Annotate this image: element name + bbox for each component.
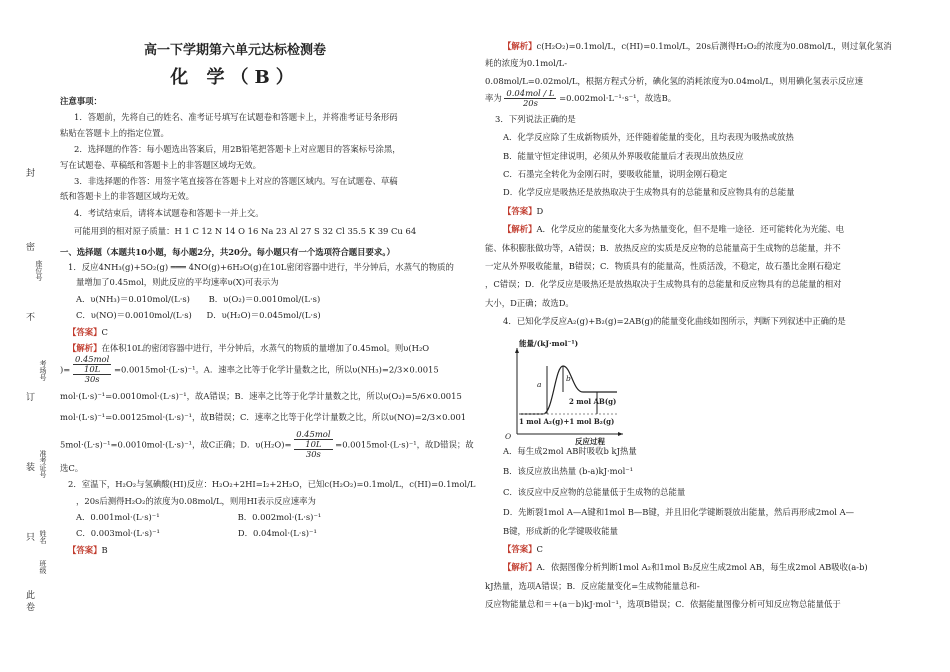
q1-exp-4: mol·(L·s)⁻¹=0.00125mol·(L·s)⁻¹，故B错误；C．速率之比等于化学计量数之比，所以υ(NO)= bbox=[60, 411, 422, 422]
q4-option-a: A．每生成2mol AB时吸收b kJ热量 bbox=[503, 446, 637, 456]
seal-char: 封 bbox=[26, 169, 36, 179]
answer-label: 【答案】 bbox=[68, 544, 102, 555]
frac-den: 20s bbox=[522, 98, 538, 109]
q1-option-b: B．υ(O₂)＝0.0010mol/(L·s) bbox=[208, 293, 321, 304]
q1-answer: C bbox=[101, 326, 108, 337]
explanation-label: 【解析】 bbox=[503, 41, 537, 51]
frac-num: 0.45mol bbox=[296, 429, 331, 440]
notice-3b: 纸和答题卡上的非答题区域均无效。 bbox=[60, 191, 194, 202]
q1-options-cd bbox=[60, 311, 470, 319]
chart-label-b: b bbox=[566, 374, 571, 383]
section-heading: 一、选择题（本题共10小题，每小题2分，共20分。每小题只有一个选项符合题目要求。） bbox=[60, 246, 395, 257]
answer-label: 【答案】 bbox=[503, 205, 537, 216]
answer-label: 【答案】 bbox=[68, 326, 102, 337]
explanation-label: 【解析】 bbox=[503, 224, 537, 235]
q4-answer: C bbox=[536, 544, 543, 555]
right-column bbox=[485, 42, 925, 326]
q3-exp-a: A．化学反应的能量变化大多为热量变化，但不是唯一途径．还可能转化为光能、电 bbox=[536, 224, 845, 235]
q2-exp-c: 0.08mol/L=0.02mol/L，根据方程式分析，碘化氢的消耗浓度为0.04mol/L，则用碘化氢表示反应速 bbox=[485, 75, 863, 86]
notice-3: 3．非选择题的作答：用签字笔直接答在答题卡上对应的答题区域内。写在试题卷、草稿 bbox=[74, 176, 398, 187]
seal-char: 此 bbox=[26, 591, 36, 601]
question-1-b: 量增加了0.45mol，则此反应的平均速率υ(X)可表示为 bbox=[76, 277, 279, 288]
q3-option-c: C．石墨完全转化为金刚石时，要吸收能量，说明金刚石稳定 bbox=[503, 168, 728, 179]
q2-option-c: C．0.003mol·(L·s)⁻¹ bbox=[76, 528, 160, 539]
q3-exp-e: 大小，D正确；故选D。 bbox=[485, 297, 574, 308]
frac-num: 0.04mol / L bbox=[506, 88, 555, 99]
q1-exp-2b: =0.0015mol·(L·s)⁻¹。A．速率之比等于化学计量数之比，所以υ(NH₃)= bbox=[113, 363, 389, 374]
frac-den: 30s bbox=[305, 449, 321, 460]
fraction bbox=[504, 89, 556, 108]
q4-option-c: C．该反应中反应物的总能量低于生成物的总能量 bbox=[503, 486, 686, 497]
chart-label-a: a bbox=[537, 380, 542, 389]
q3-option-b: B．能量守恒定律说明，必须从外界吸收能量后才表现出放热反应 bbox=[503, 150, 744, 161]
question-2-b: ，20s后测得H₂O₂的浓度为0.08mol/L，则用HI表示反应速率为 bbox=[76, 495, 316, 506]
seal-char: 只 bbox=[26, 533, 36, 543]
q2-option-b: B．0.002mol·(L·s)⁻¹ bbox=[237, 511, 322, 522]
q2-exp-b: 耗的浓度为0.1mol/L- bbox=[485, 58, 568, 69]
exam-subtitle: 化 学（B） bbox=[170, 67, 300, 88]
class-label: 班级 bbox=[39, 560, 47, 574]
fraction bbox=[294, 430, 332, 460]
fraction bbox=[73, 355, 111, 385]
q3-exp-c: 一定从外界吸收能量，B错误；C．物质具有的能量高，性质活泼，不稳定，故石墨比金刚石稳定 bbox=[485, 260, 841, 271]
left-column bbox=[60, 96, 476, 555]
q2-exp-a: c(H₂O₂)=0.1mol/L，c(HI)=0.1mol/L，20s后测得H₂O₂的浓度为0.08mol/L，则过氧化氢消 bbox=[536, 41, 892, 51]
seal-char: 密 bbox=[26, 243, 36, 253]
q4-option-d2: B键，形成新的化学键吸收能量 bbox=[503, 525, 619, 536]
q1-option-a: A．υ(NH₃)＝0.010mol/(L·s) bbox=[76, 293, 190, 304]
notice-title: 注意事项： bbox=[60, 96, 102, 106]
question-1: 1．反应4NH₃(g)+5O₂(g) ═══ 4NO(g)+6H₂O(g)在10L密闭容器中进行，半分钟后，水蒸气的物质的 bbox=[68, 262, 454, 273]
q1-exp-3: mol·(L·s)⁻¹=0.0010mol·(L·s)⁻¹，故A错误；B．速率之比等于化学计量数之比，所以υ(O₂)= bbox=[60, 391, 412, 402]
chart-level-high: 2 mol AB(g) bbox=[569, 397, 617, 406]
q1-exp-3b: ×0.0015 bbox=[425, 391, 462, 402]
q3-option-a: A．化学反应除了生成新物质外，还伴随着能量的变化，且均表现为吸热或放热 bbox=[503, 132, 794, 143]
q1-exp-6: 选C。 bbox=[60, 462, 84, 473]
q4-exp-c: 反应物能量总和＝+(a－b)kJ·mol⁻¹，选项B错误；C．依据能量图像分析可知反应物总能量低于 bbox=[485, 599, 841, 610]
q4-option-d: D．先断裂1mol A—A键和1mol B—B键，并且旧化学键断裂放出能量，然后再形成2mol A— bbox=[503, 507, 854, 518]
seal-char: 卷 bbox=[26, 603, 36, 613]
question-4: 4．已知化学反应A₂(g)+B₂(g)=2AB(g)的能量变化曲线如图所示，判断下列叙述中正确的是 bbox=[503, 316, 846, 327]
q3-answer: D bbox=[536, 205, 544, 216]
name-label: 姓名 bbox=[39, 530, 47, 544]
answer-label: 【答案】 bbox=[503, 544, 537, 555]
q3-exp-d: ，C错误；D．化学反应是吸热还是放热取决于生成物具有的总能量和反应物具有的总能量的相对 bbox=[485, 279, 842, 290]
energy-diagram bbox=[505, 339, 625, 446]
fraction-inline: 5/6 bbox=[411, 391, 426, 402]
q1-option-c: C．υ(NO)＝0.0010mol/(L·s) bbox=[76, 310, 192, 321]
chart-y-label: 能量/(kJ·mol⁻¹) bbox=[519, 339, 579, 348]
q4-option-b: B．该反应放出热量 (b-a)kJ·mol⁻¹ bbox=[503, 466, 634, 477]
notice-2b: 写在试题卷、草稿纸和答题卡上的非答题区域均无效。 bbox=[60, 159, 261, 170]
q1-options-ab bbox=[60, 295, 470, 303]
atomic-masses: 可能用到的相对原子质量：H 1 C 12 N 14 O 16 Na 23 Al 27 S 32 Cl 35.5 K 39 Cu 64 bbox=[74, 226, 417, 237]
admission-number-label: 准考证号 bbox=[39, 450, 47, 478]
q2-exp-d2: =0.002mol·L⁻¹·s⁻¹，故选B。 bbox=[559, 93, 677, 104]
q1-exp-5: 5mol·(L·s)⁻¹=0.0010mol·(L·s)⁻¹，故C正确；D．υ(H₂O)= bbox=[60, 439, 292, 450]
chart-x-label: 反应过程 bbox=[575, 437, 605, 446]
q2-option-a: A．0.001mol·(L·s)⁻¹ bbox=[76, 511, 160, 522]
right-column-lower bbox=[485, 447, 925, 609]
notice-4: 4．考试结束后，请将本试题卷和答题卡一并上交。 bbox=[74, 207, 264, 218]
q1-exp-2c: ×0.0015 bbox=[402, 363, 439, 374]
explanation-label: 【解析】 bbox=[68, 343, 102, 354]
notice-2: 2．选择题的作答：每小题选出答案后，用2B铅笔把答题卡上对应题目的答案标号涂黑， bbox=[74, 144, 401, 155]
chart-level-low: 1 mol A₂(g)+1 mol B₂(g) bbox=[519, 417, 615, 426]
exam-room-label: 考场号 bbox=[39, 360, 47, 381]
q2-option-d: D．0.04mol·(L·s)⁻¹ bbox=[237, 528, 317, 539]
frac-mid: 10L bbox=[73, 365, 111, 375]
fraction-inline: 2/3 bbox=[388, 363, 403, 374]
q2-exp-d1: 率为 bbox=[485, 93, 502, 104]
frac-den: 30s bbox=[84, 373, 100, 384]
exam-title: 高一下学期第六单元达标检测卷 bbox=[143, 43, 326, 58]
q4-exp-a: A．依据图像分析判断1mol A₂和1mol B₂反应生成2mol AB，每生成2mol AB吸收(a-b) bbox=[536, 562, 868, 573]
x-axis-arrow bbox=[618, 432, 623, 436]
chart-origin: O bbox=[505, 432, 512, 441]
q1-exp-4b: ×0.001 bbox=[435, 411, 467, 422]
q4-exp-b: kJ热量，选项A错误；B．反应能量变化=生成物能量总和- bbox=[485, 580, 700, 591]
q1-option-d: D．υ(H₂O)＝0.045mol/(L·s) bbox=[206, 310, 321, 321]
energy-diagram-svg bbox=[505, 344, 625, 444]
seal-char: 订 bbox=[26, 393, 36, 403]
q1-exp-1: 在体积10L的密闭容器中进行，半分钟后，水蒸气的物质的量增加了0.45mol。则υ(H₂O bbox=[101, 343, 430, 354]
notice-1: 1．答题前，先将自己的姓名、准考证号填写在试题卷和答题卡上，并将准考证号条形码 bbox=[74, 112, 398, 123]
seat-number-label: 座位号 bbox=[35, 260, 43, 281]
fraction-inline: 2/3 bbox=[421, 411, 436, 422]
q3-option-d: D．化学反应是吸热还是放热取决于生成物具有的总能量和反应物具有的总能量 bbox=[503, 187, 795, 198]
q3-exp-b: 能、体积膨胀做功等，A错误；B．放热反应的实质是反应物的总能量高于生成物的总能量，并不 bbox=[485, 242, 841, 253]
q1-exp-2a: )= bbox=[60, 363, 71, 374]
question-2: 2．室温下，H₂O₂与氢碘酸(HI)反应：H₂O₂+2HI=I₂+2H₂O，已知c(H₂O₂)=0.1mol/L，c(HI)=0.1mol/L bbox=[68, 479, 476, 490]
q2-answer: B bbox=[101, 544, 108, 555]
explanation-label: 【解析】 bbox=[503, 562, 537, 573]
notice-1b: 粘贴在答题卡上的指定位置。 bbox=[60, 127, 169, 138]
seal-char: 装 bbox=[26, 463, 36, 473]
frac-num: 0.45mol bbox=[74, 353, 110, 364]
q1-exp-5b: =0.0015mol·(L·s)⁻¹，故D错误；故 bbox=[335, 439, 474, 450]
frac-mid: 10L bbox=[294, 440, 332, 450]
question-3: 3．下列说法正确的是 bbox=[495, 113, 576, 124]
seal-char: 不 bbox=[26, 313, 36, 323]
